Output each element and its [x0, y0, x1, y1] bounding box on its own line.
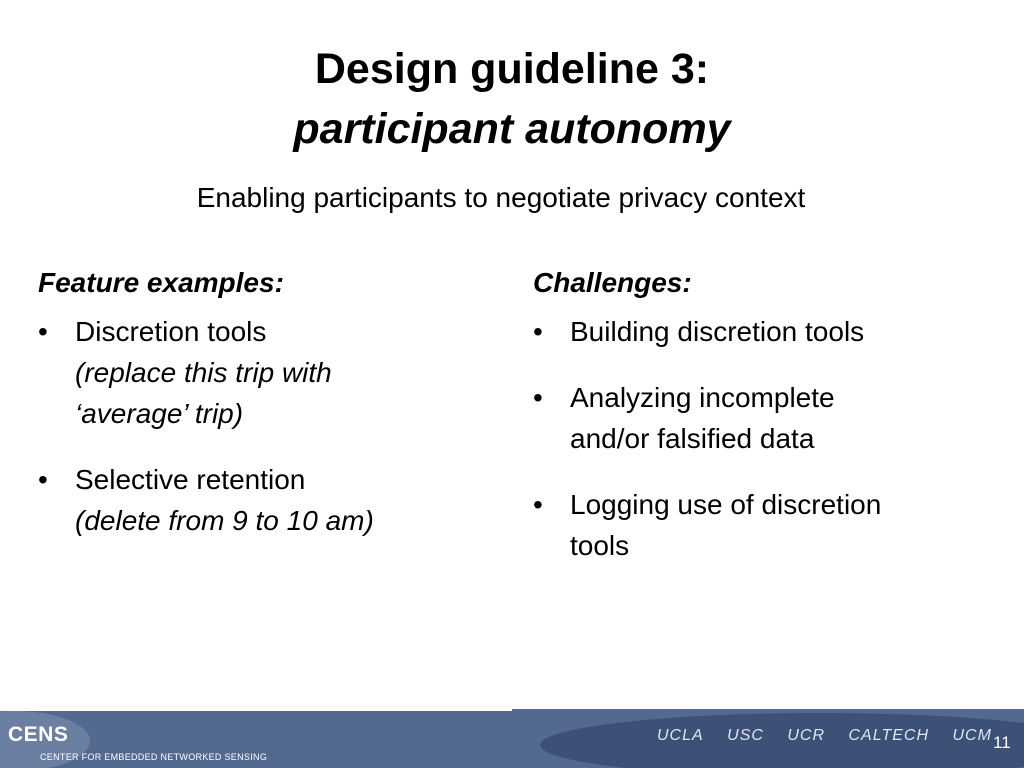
bullet-icon: • — [533, 316, 543, 347]
feature-item-title: Selective retention — [75, 464, 306, 495]
list-item — [38, 459, 498, 541]
bullet-icon: • — [533, 382, 543, 413]
university-ucm: UCM — [952, 727, 992, 744]
cens-logo-subtitle: CENTER FOR EMBEDDED NETWORKED SENSING — [40, 752, 268, 762]
challenge-text: Building discretion tools — [570, 316, 865, 347]
bullet-icon: • — [38, 464, 48, 495]
challenge-text: Analyzing incomplete — [570, 382, 835, 413]
feature-item-title: Discretion tools — [75, 316, 267, 347]
feature-item-example: (replace this trip with — [75, 357, 332, 388]
footer-divider — [0, 709, 512, 711]
university-ucr: UCR — [787, 727, 826, 744]
university-caltech: CALTECH — [848, 727, 929, 744]
feature-item-example: (delete from 9 to 10 am) — [75, 505, 374, 536]
university-usc: USC — [727, 727, 764, 744]
list-item — [533, 311, 993, 352]
feature-examples-list — [38, 311, 498, 541]
cens-logo: CENS — [8, 723, 69, 746]
challenge-text: Logging use of discretion — [570, 489, 882, 520]
bullet-icon: • — [533, 489, 543, 520]
challenge-text: and/or falsified data — [570, 423, 815, 454]
bullet-icon: • — [38, 316, 48, 347]
university-list — [657, 727, 1010, 745]
page-title-line-2: participant autonomy — [293, 105, 731, 153]
list-item — [38, 311, 498, 434]
list-item — [533, 377, 993, 459]
feature-examples-heading: Feature examples: — [38, 267, 284, 298]
page-title-line-1: Design guideline 3: — [314, 45, 710, 93]
challenge-text: tools — [570, 530, 630, 561]
feature-item-example: ‘average’ trip) — [75, 398, 244, 429]
page-number: 11 — [993, 733, 1011, 752]
footer-band — [0, 709, 1024, 768]
challenges-list — [533, 311, 993, 566]
challenges-column — [533, 264, 993, 591]
feature-examples-column — [38, 264, 498, 566]
university-ucla: UCLA — [657, 727, 704, 744]
challenges-heading: Challenges: — [533, 267, 692, 298]
list-item — [533, 484, 993, 566]
subtitle: Enabling participants to negotiate privacy context — [196, 182, 806, 213]
